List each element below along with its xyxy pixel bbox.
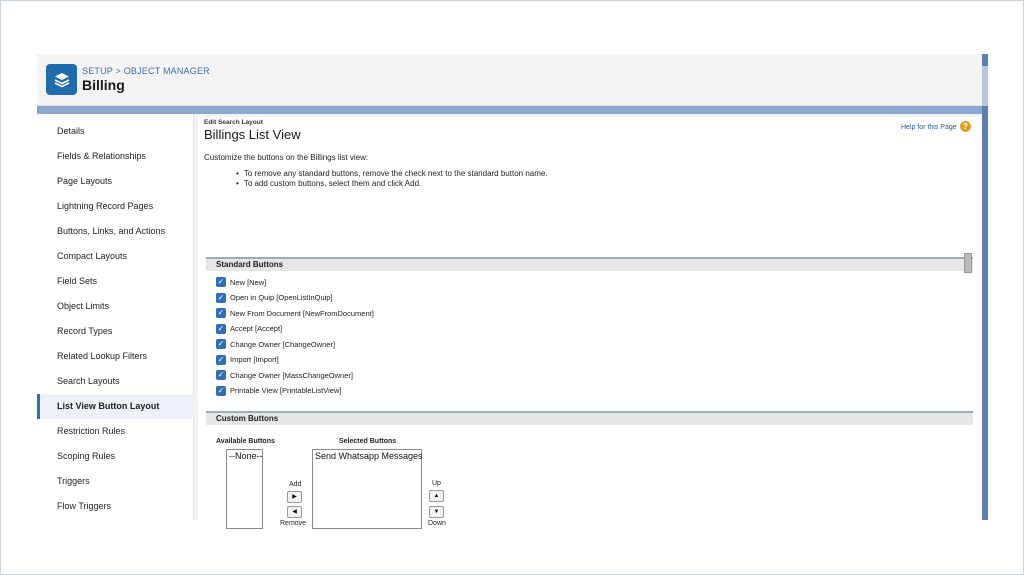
- remove-label: Remove: [280, 520, 307, 527]
- help-icon[interactable]: ?: [960, 121, 971, 132]
- sidebar-item-flow-triggers[interactable]: Flow Triggers: [57, 501, 112, 511]
- page-header: [37, 54, 982, 106]
- window-scrollbar-thumb[interactable]: [982, 66, 988, 106]
- sidebar-item-page-layouts[interactable]: Page Layouts: [57, 176, 113, 186]
- sidebar-item-fields-relationships[interactable]: Fields & Relationships: [57, 151, 147, 161]
- checkbox-checked-icon[interactable]: ✓: [217, 308, 225, 317]
- sidebar-item-details[interactable]: Details: [57, 126, 85, 136]
- standard-button-label: Printable View [PrintableListView]: [230, 386, 342, 395]
- setup-app: [37, 54, 988, 527]
- up-button[interactable]: [429, 490, 444, 502]
- standard-button-label: Import [Import]: [230, 355, 279, 364]
- instruction-item: • To add custom buttons, select them and click Add.: [236, 179, 548, 189]
- down-button[interactable]: [429, 506, 444, 518]
- edit-search-layout-label: Edit Search Layout: [204, 119, 263, 126]
- arrow-up-icon: ▲: [433, 493, 440, 499]
- sidebar-item-buttons-links-actions[interactable]: Buttons, Links, and Actions: [57, 226, 166, 236]
- breadcrumb[interactable]: SETUP > OBJECT MANAGER: [82, 66, 210, 76]
- standard-button-label: Change Owner [MassChangeOwner]: [230, 370, 353, 380]
- standard-button-row[interactable]: [216, 323, 282, 335]
- layers-icon: [46, 64, 77, 95]
- selected-option[interactable]: Send Whatsapp Messages: [315, 451, 423, 461]
- up-label: Up: [432, 480, 441, 487]
- section-scrollbar[interactable]: [964, 253, 972, 273]
- standard-button-label: Accept [Accept]: [230, 324, 283, 333]
- instruction-item: • To remove any standard buttons, remove the check next to the standard button name.: [236, 169, 548, 179]
- sidebar-item-restriction-rules[interactable]: Restriction Rules: [57, 426, 126, 436]
- selected-buttons-label: Selected Buttons: [339, 438, 397, 445]
- standard-button-row[interactable]: [216, 369, 353, 381]
- page-title: Billing: [82, 77, 125, 93]
- checkbox-checked-icon[interactable]: ✓: [217, 277, 225, 286]
- intro-text: Customize the buttons on the Billings list view:: [204, 153, 369, 162]
- sidebar: [37, 114, 194, 520]
- standard-button-row[interactable]: [216, 276, 266, 288]
- standard-button-row[interactable]: [216, 385, 341, 397]
- standard-button-label: New [New]: [230, 277, 267, 287]
- checkbox-checked-icon[interactable]: ✓: [217, 370, 225, 379]
- standard-button-row[interactable]: [216, 354, 279, 366]
- standard-button-label: Change Owner [ChangeOwner]: [230, 339, 336, 349]
- sidebar-item-compact-layouts[interactable]: Compact Layouts: [57, 251, 128, 261]
- sidebar-item-related-lookup-filters[interactable]: Related Lookup Filters: [57, 351, 148, 361]
- standard-button-label: Open in Quip [OpenListInQuip]: [230, 293, 333, 302]
- sidebar-item-list-view-button-layout[interactable]: List View Button Layout: [37, 394, 194, 419]
- standard-button-label: New From Document [NewFromDocument]: [230, 308, 374, 318]
- remove-button[interactable]: [287, 506, 302, 518]
- standard-button-row[interactable]: [216, 292, 333, 304]
- standard-buttons-heading: Standard Buttons: [206, 257, 973, 271]
- add-label: Add: [289, 481, 302, 488]
- help-link[interactable]: Help for this Page: [901, 124, 957, 131]
- instructions-list: [236, 169, 548, 189]
- checkbox-checked-icon[interactable]: ✓: [217, 385, 225, 395]
- arrow-right-icon: ▶: [292, 494, 297, 500]
- checkbox-checked-icon[interactable]: ✓: [217, 292, 225, 302]
- available-buttons-label: Available Buttons: [216, 438, 275, 445]
- standard-button-row[interactable]: [216, 338, 335, 350]
- sidebar-item-search-layouts[interactable]: Search Layouts: [57, 376, 120, 386]
- sidebar-item-record-types[interactable]: Record Types: [57, 326, 113, 336]
- checkbox-checked-icon[interactable]: ✓: [217, 354, 225, 364]
- down-label: Down: [428, 520, 446, 527]
- available-option[interactable]: --None--: [229, 451, 263, 461]
- selected-buttons-listbox[interactable]: [312, 449, 422, 529]
- arrow-down-icon: ▼: [433, 509, 440, 515]
- sidebar-item-scoping-rules[interactable]: Scoping Rules: [57, 451, 116, 461]
- standard-button-row[interactable]: [216, 307, 374, 319]
- window-scrollbar[interactable]: [982, 54, 988, 520]
- sidebar-item-object-limits[interactable]: Object Limits: [57, 301, 110, 311]
- available-buttons-listbox[interactable]: [226, 449, 263, 529]
- custom-buttons-heading: Custom Buttons: [206, 411, 973, 425]
- sidebar-item-lightning-record-pages[interactable]: Lightning Record Pages: [57, 201, 154, 211]
- header-band: [37, 106, 982, 114]
- main-content: [198, 117, 982, 527]
- checkbox-checked-icon[interactable]: ✓: [217, 323, 225, 333]
- arrow-left-icon: ◀: [292, 509, 297, 515]
- list-view-title: Billings List View: [204, 127, 301, 142]
- checkbox-checked-icon[interactable]: ✓: [217, 339, 225, 348]
- add-button[interactable]: [287, 491, 302, 503]
- sidebar-item-triggers[interactable]: Triggers: [57, 476, 90, 486]
- sidebar-item-field-sets[interactable]: Field Sets: [57, 276, 98, 286]
